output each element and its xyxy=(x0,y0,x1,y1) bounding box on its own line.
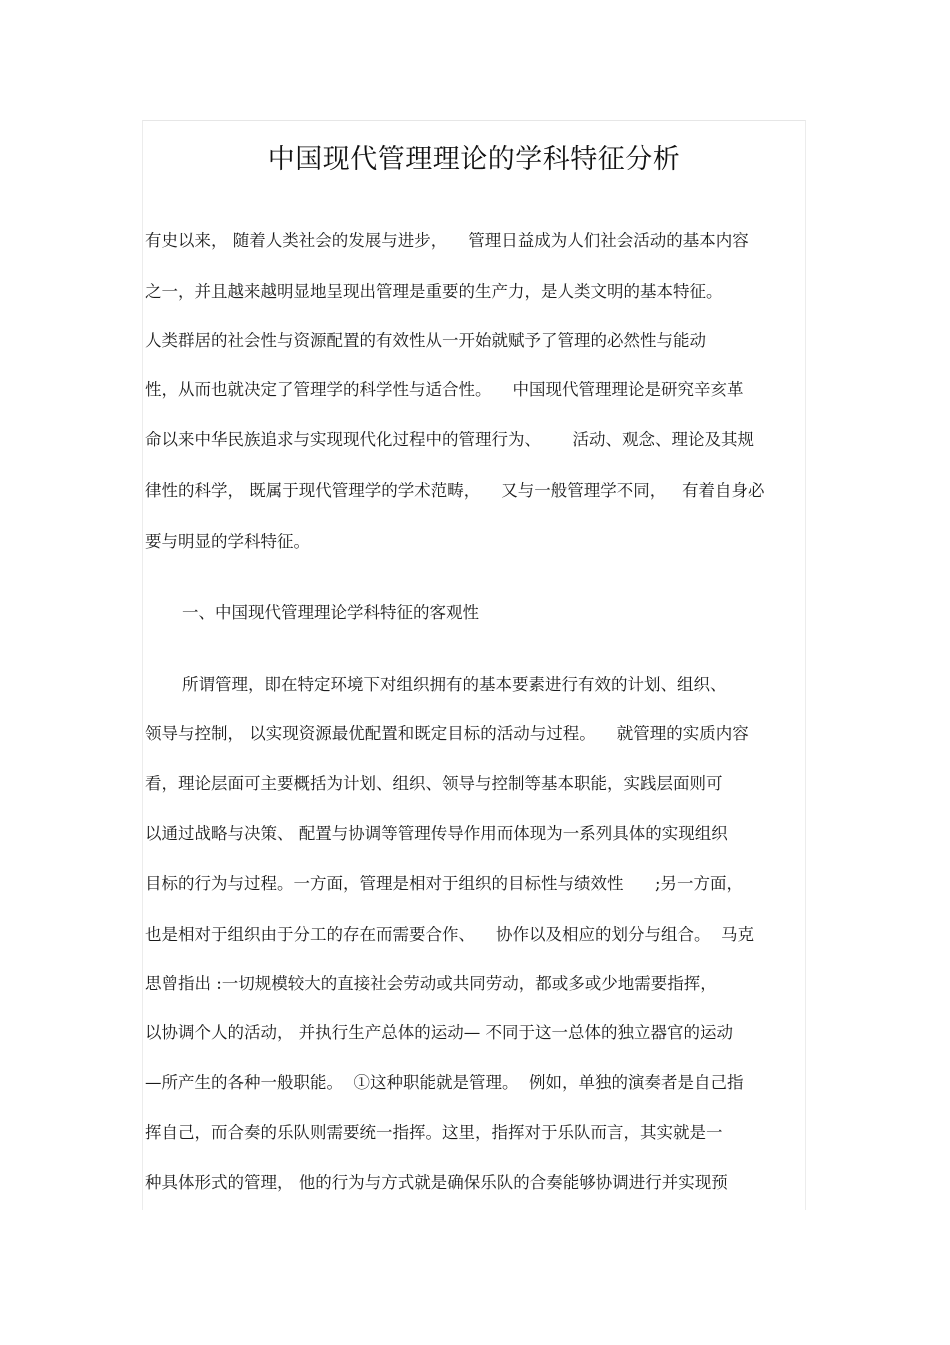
body-line: 所谓管理，即在特定环境下对组织拥有的基本要素进行有效的计划、组织、 xyxy=(182,675,727,694)
intro-line: 命以来中华民族追求与实现现代化过程中的管理行为、 活动、观念、理论及其规 xyxy=(145,430,754,449)
document-title: 中国现代管理理论的学科特征分析 xyxy=(267,144,681,175)
body-line: 以协调个人的活动， 并执行生产总体的运动— 不同于这一总体的独立器官的运动 xyxy=(145,1023,733,1042)
intro-line: 性，从而也就决定了管理学的科学性与适合性。 中国现代管理理论是研究辛亥革 xyxy=(145,380,744,399)
intro-line: 人类群居的社会性与资源配置的有效性从一开始就赋予了管理的必然性与能动 xyxy=(145,331,706,350)
body-line: 领导与控制， 以实现资源最优配置和既定目标的活动与过程。 就管理的实质内容 xyxy=(145,724,749,743)
intro-line: 律性的科学， 既属于现代管理学的学术范畴， 又与一般管理学不同， 有着自身必 xyxy=(145,481,765,500)
body-line: 思曾指出 :一切规模较大的直接社会劳动或共同劳动，都或多或少地需要指挥， xyxy=(145,974,717,993)
body-line: 挥自己，而合奏的乐队则需要统一指挥。这里，指挥对于乐队而言，其实就是一 xyxy=(145,1123,723,1142)
intro-line: 要与明显的学科特征。 xyxy=(145,532,310,551)
intro-line: 之一，并且越来越明显地呈现出管理是重要的生产力，是人类文明的基本特征。 xyxy=(145,282,723,301)
body-line: 种具体形式的管理， 他的行为与方式就是确保乐队的合奏能够协调进行并实现预 xyxy=(145,1173,728,1192)
body-line: 看，理论层面可主要概括为计划、组织、领导与控制等基本职能，实践层面则可 xyxy=(145,774,723,793)
body-line: 也是相对于组织由于分工的存在而需要合作、 协作以及相应的划分与组合。 马克 xyxy=(145,925,754,944)
intro-line: 有史以来， 随着人类社会的发展与进步， 管理日益成为人们社会活动的基本内容 xyxy=(145,231,749,250)
section-heading: 一、中国现代管理理论学科特征的客观性 xyxy=(182,603,479,622)
body-line: 以通过战略与决策、 配置与协调等管理传导作用而体现为一系列具体的实现组织 xyxy=(145,824,728,843)
body-line: —所产生的各种一般职能。 ①这种职能就是管理。 例如，单独的演奏者是自己指 xyxy=(145,1073,744,1092)
body-line: 目标的行为与过程。一方面，管理是相对于组织的目标性与绩效性 ;另一方面， xyxy=(145,874,744,893)
